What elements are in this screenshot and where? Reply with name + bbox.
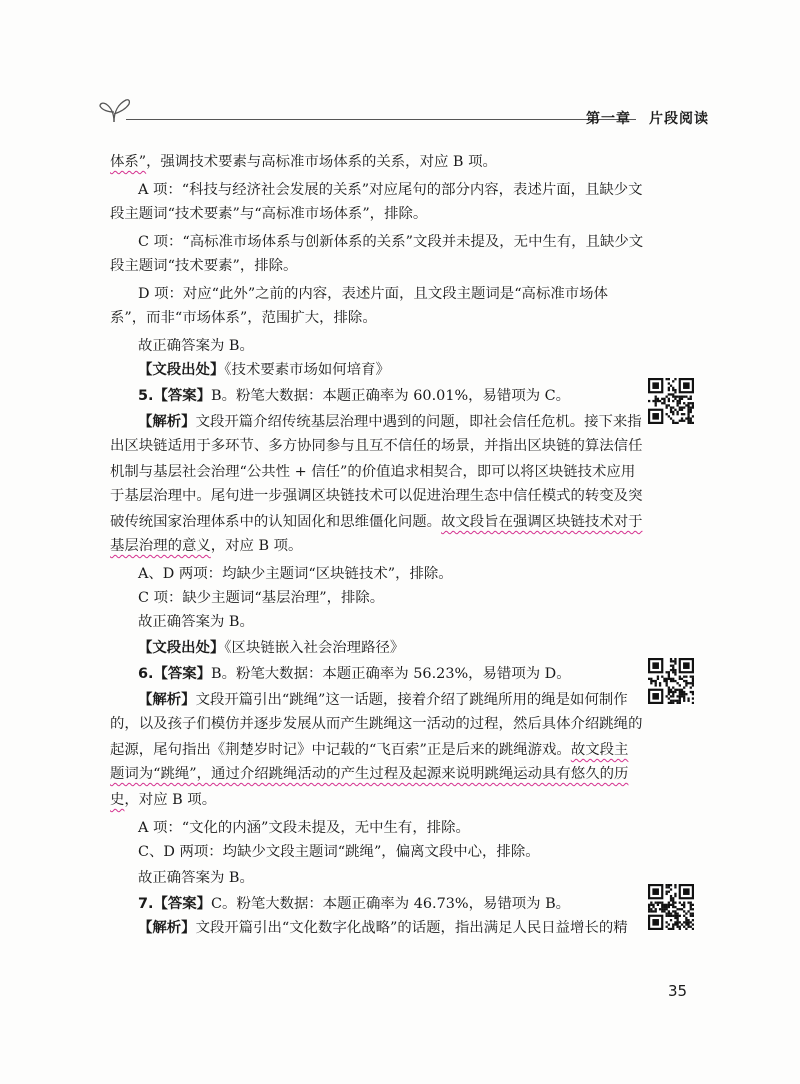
text-line [110,152,497,174]
text-segment: A 项：“科技与经济社会发展的关系”对应尾句的部分内容，表述片面，且缺少文 [138,182,643,198]
text-segment: 《区块链嵌入社会治理路径》 [224,640,405,656]
chapter-heading [586,108,709,128]
section-title: 片段阅读 [649,111,709,127]
text-line [138,564,453,586]
text-segment: A 项：“文化的内涵”文段未提及，无中生有，排除。 [138,820,470,836]
underlined-key-text: 体系” [110,154,147,170]
qr-code-q7[interactable] [648,884,694,930]
text-line [110,714,642,736]
text-line [138,336,254,358]
text-segment: 文段开篇引出“文化数字化战略”的话题，指出满足人民日益增长的精 [195,920,628,936]
text-line [138,360,390,382]
text-segment: 段主题词“技术要素”与“高标准市场体系”，排除。 [110,206,428,222]
text-line [138,638,404,660]
text-segment: C。粉笔大数据：本题正确率为 46.73%，易错项为 B。 [211,896,571,912]
text-line [110,790,216,812]
text-segment: 段主题词“技术要素”，排除。 [110,258,298,274]
text-segment: 故正确答案为 B。 [138,338,254,354]
text-segment: 破传统国家治理体系中的认知固化和思维僵化问题。 [110,514,441,530]
text-line [138,664,571,686]
header-rule [126,119,636,120]
text-segment: ，对应 B 项。 [124,792,217,808]
qr-code-q5[interactable] [648,378,694,424]
text-segment: 文段开篇引出“跳绳”这一话题，接着介绍了跳绳所用的绳是如何制作 [195,692,628,708]
text-segment: B。粉笔大数据：本题正确率为 60.01%，易错项为 C。 [211,388,571,404]
text-segment: 故正确答案为 B。 [138,614,254,630]
page-header [0,0,800,140]
text-segment: 故正确答案为 B。 [138,870,254,886]
text-line [138,232,643,254]
label-marker: 【解析】 [138,692,196,708]
text-segment: 出区块链适用于多环节、多方协同参与且互不信任的场景，并指出区块链的算法信任 [110,438,643,454]
label-marker: 【解析】 [138,920,196,936]
text-line [138,612,254,634]
text-segment: C、D 两项：均缺少文段主题词“跳绳”，偏离文段中心，排除。 [138,844,540,860]
text-segment: 系”，而非“市场体系”，范围扩大，排除。 [110,310,377,326]
qr-code-q6[interactable] [648,658,694,704]
label-marker: 【文段出处】 [138,362,225,378]
text-segment: D 项：对应“此外”之前的内容，表述片面，且文段主题词是“高标准市场体 [138,286,608,302]
text-line [110,740,628,762]
text-line [138,894,570,916]
text-line [110,462,635,484]
text-segment: ，对应 B 项。 [210,538,303,554]
text-line [110,486,642,508]
text-segment: B。粉笔大数据：本题正确率为 56.23%，易错项为 D。 [211,666,571,682]
text-line [138,284,608,306]
text-line [110,308,377,330]
label-marker: 6.【答案】 [138,666,212,682]
text-line [138,180,643,202]
label-marker: 【解析】 [138,414,196,430]
underlined-key-text: 故文段旨在强调区块链技术对于 [441,514,643,530]
text-segment: C 项：“高标准市场体系与创新体系的关系”文段并未提及，无中生有，且缺少文 [138,234,644,250]
underlined-key-text: 题词为“跳绳”，通过介绍跳绳活动的产生过程及起源来说明跳绳运动具有悠久的历 [110,766,629,782]
text-line [110,204,427,226]
label-marker: 5.【答案】 [138,388,212,404]
underlined-key-text: 基层治理的意义 [110,538,211,554]
text-line [138,918,628,940]
text-line [138,842,540,864]
text-line [110,256,297,278]
text-segment: 于基层治理中。尾句进一步强调区块链技术可以促进治理生态中信任模式的转变及突 [110,488,643,504]
text-line [110,436,642,458]
text-segment: C 项：缺少主题词“基层治理”，排除。 [138,590,385,606]
text-line [110,764,628,786]
text-segment: A、D 两项：均缺少主题词“区块链技术”，排除。 [138,566,453,582]
text-line [138,386,570,408]
text-line [110,536,302,558]
underlined-key-text: 故文段主 [570,742,629,758]
label-marker: 【文段出处】 [138,640,225,656]
text-segment: 《技术要素市场如何培育》 [224,362,390,378]
text-line [110,512,642,534]
text-segment: 机制与基层社会治理“公共性 + 信任”的价值追求相契合，即可以将区块链技术应用 [110,464,636,480]
text-line [138,412,642,434]
text-line [138,868,254,890]
text-line [138,818,470,840]
text-line [138,588,384,610]
label-marker: 7.【答案】 [138,896,212,912]
text-line [138,690,628,712]
page-number: 35 [668,982,688,1000]
text-segment: 的，以及孩子们模仿并逐步发展从而产生跳绳这一活动的过程，然后具体介绍跳绳的 [110,716,643,732]
chapter-number: 第一章 [586,111,631,127]
underlined-key-text: 史 [110,792,125,808]
text-segment: 起源，尾句指出《荆楚岁时记》中记载的“飞百索”正是后来的跳绳游戏。 [110,742,571,758]
text-segment: ，强调技术要素与高标准市场体系的关系，对应 B 项。 [146,154,497,170]
text-segment: 文段开篇介绍传统基层治理中遇到的问题，即社会信任危机。接下来指 [195,414,642,430]
